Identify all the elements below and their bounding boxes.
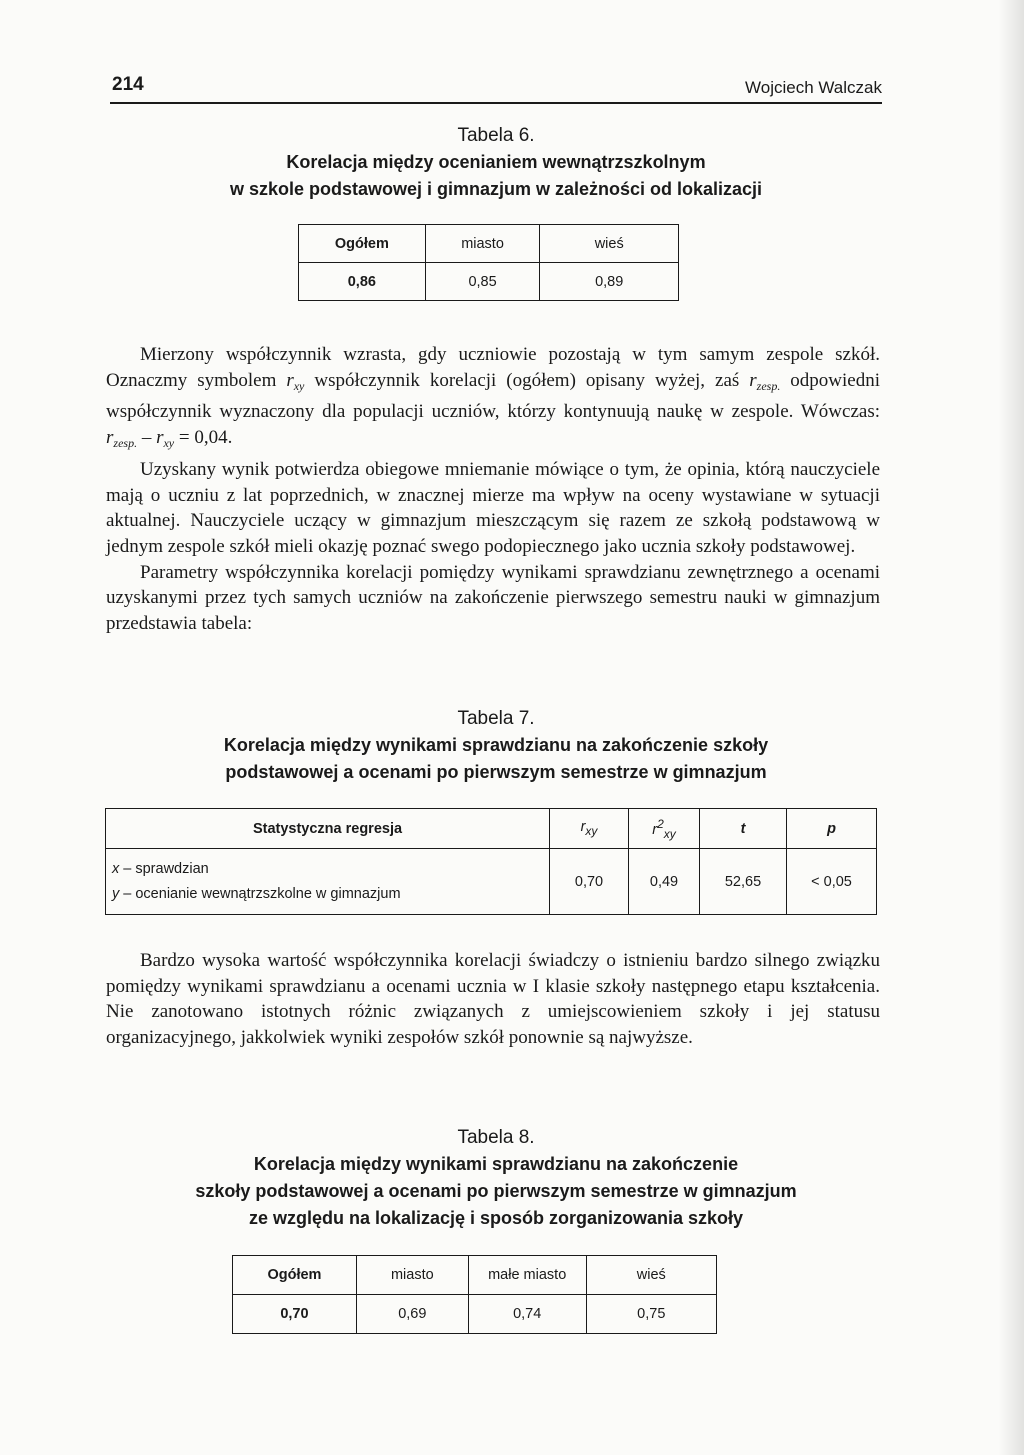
table7-header-p: p [787, 809, 877, 849]
table7-value-t: 52,65 [700, 849, 787, 915]
paragraph-1-part2: współczynnik korelacji (ogółem) opisany wyżej, zaś [304, 369, 750, 391]
symbol-r-sub-xy: xy [293, 378, 305, 393]
paragraph-2: Uzyskany wynik potwierdza obiegowe mniemanie mówiące o tym, że opinia, którą nauczyciele mają o uczniu z lat poprzednich, w znacznej mierze ma wpływ na oceny wystawiane w sytuacji aktualnej. Nauczyciele uczący w gimnazjum mieszczącym się razem ze szkołą podstawową w jednym zespole szkół mieli okazję poznać swego podopiecznego jako ucznia szkoły podstawowej. [106, 458, 880, 557]
formula-result: = 0,04. [174, 427, 233, 449]
table7-x-var: x [112, 860, 120, 877]
paragraph-3: Parametry współczynnika korelacji pomiędzy wynikami sprawdzianu zewnętrznego a ocenami uzyskanymi przez tych samych uczniów na zakończenie pierwszego semestru nauki w gimnazjum przedstawia tabela: [106, 561, 880, 635]
table8-title-line1: Korelacja między wynikami sprawdzianu na zakończenie [253, 1154, 739, 1174]
table6-title-line2: w szkole podstawowej i gimnazjum w zależności od lokalizacji [229, 179, 763, 199]
table7-header-r2 [629, 809, 700, 849]
table8-header-miasto: miasto [356, 1256, 468, 1295]
formula-minus: – [137, 427, 157, 449]
table7 [105, 808, 877, 915]
table8-value-row [233, 1295, 717, 1334]
table6-title-line1: Korelacja między ocenianiem wewnątrzszkolnym [286, 152, 706, 172]
paragraph-1-part3: odpowiedni współczynnik wyznaczony dla populacji uczniów, którzy kontynuują naukę w zespole. Wówczas: [106, 369, 880, 423]
table6-label: Tabela 6. [457, 125, 535, 146]
table7-value-r: 0,70 [550, 849, 629, 915]
page-edge-shadow [998, 0, 1024, 1455]
table6-caption [110, 122, 882, 203]
table7-title-line2: podstawowej a ocenami po pierwszym semestrze w gimnazjum [225, 762, 767, 782]
table7-value-r2: 0,49 [629, 849, 700, 915]
running-header [110, 72, 882, 104]
table7-value-row [106, 849, 877, 915]
table6-value-ogolem: 0,86 [299, 263, 426, 301]
formula-r-zesp: r [106, 427, 114, 449]
table6-header-wies: wieś [540, 225, 679, 263]
table6-header-miasto: miasto [425, 225, 540, 263]
table6-value-wies: 0,89 [540, 263, 679, 301]
table8-value-male-miasto: 0,74 [468, 1295, 586, 1334]
table7-header-t: t [700, 809, 787, 849]
table7-row-y [112, 884, 549, 905]
symbol-r-zesp: r [749, 369, 757, 391]
table7-header-r-sub: xy [585, 824, 598, 838]
table7-caption [110, 705, 882, 786]
paragraph-1-part1: Mierzony współczynnik wzrasta, gdy uczniowie pozostają w tym samym zespole szkół. Oznaczmy symbolem [106, 344, 880, 391]
table8-header-wies: wieś [586, 1256, 716, 1295]
table8-title-line2: szkoły podstawowej a ocenami po pierwszym semestrze w gimnazjum [195, 1181, 797, 1201]
symbol-r-sub-zesp: zesp. [756, 378, 781, 393]
running-header-author: Wojciech Walczak [745, 78, 882, 97]
formula-sub-xy: xy [163, 436, 175, 451]
table8-header-male-miasto: małe miasto [468, 1256, 586, 1295]
table7-header-r [550, 809, 629, 849]
table6-value-row [299, 263, 679, 301]
paragraph-4: Bardzo wysoka wartość współczynnika korelacji świadczy o istnieniu bardzo silnego związku pomiędzy wynikami sprawdzianu a ocenami ucznia w I klasie szkoły następnego etapu kształcenia. Nie zanotowano istotnych różnic związanych z umiejscowieniem szkoły i jej statusu organizacyjnego, jakkolwiek wyniki zespołów szkół ponownie są najwyższe. [106, 950, 880, 1049]
formula-sub-zesp: zesp. [113, 436, 138, 451]
body-text-block-2 [106, 948, 880, 1051]
formula-r-xy: r [156, 427, 164, 449]
table7-header-row [106, 809, 877, 849]
table8-value-wies: 0,75 [586, 1295, 716, 1334]
table7-header-r-symbol: r [580, 819, 586, 835]
table6-header-ogolem: Ogółem [299, 225, 426, 263]
table7-row-x [112, 859, 549, 880]
table8-header-ogolem: Ogółem [233, 1256, 357, 1295]
table7-header-r2-sub: xy [663, 826, 676, 841]
table6-value-miasto: 0,85 [425, 263, 540, 301]
table7-x-text: – sprawdzian [119, 860, 209, 877]
table7-header-r2-sup: 2 [657, 816, 664, 831]
table7-header-r2-symbol: r [652, 821, 658, 838]
table7-title-line1: Korelacja między wynikami sprawdzianu na zakończenie szkoły [223, 735, 769, 755]
table8 [232, 1255, 717, 1334]
table7-y-text: – ocenianie wewnątrzszkolne w gimnazjum [119, 885, 401, 902]
table8-value-ogolem: 0,70 [233, 1295, 357, 1334]
table7-variables [106, 849, 550, 915]
table7-header-regresja: Statystyczna regresja [106, 809, 550, 849]
table8-caption [110, 1124, 882, 1232]
symbol-r: r [286, 369, 294, 391]
table7-y-var: y [112, 885, 120, 902]
body-text-block-1 [106, 342, 880, 637]
table7-value-p: < 0,05 [787, 849, 877, 915]
table6 [298, 224, 679, 301]
table8-title-line3: ze względu na lokalizację i sposób zorganizowania szkoły [248, 1208, 744, 1228]
table8-label: Tabela 8. [457, 1127, 535, 1148]
page-number: 214 [112, 74, 144, 95]
paragraph-1 [106, 342, 880, 457]
table7-label: Tabela 7. [457, 708, 535, 729]
table8-value-miasto: 0,69 [356, 1295, 468, 1334]
table6-header-row [299, 225, 679, 263]
table8-header-row [233, 1256, 717, 1295]
